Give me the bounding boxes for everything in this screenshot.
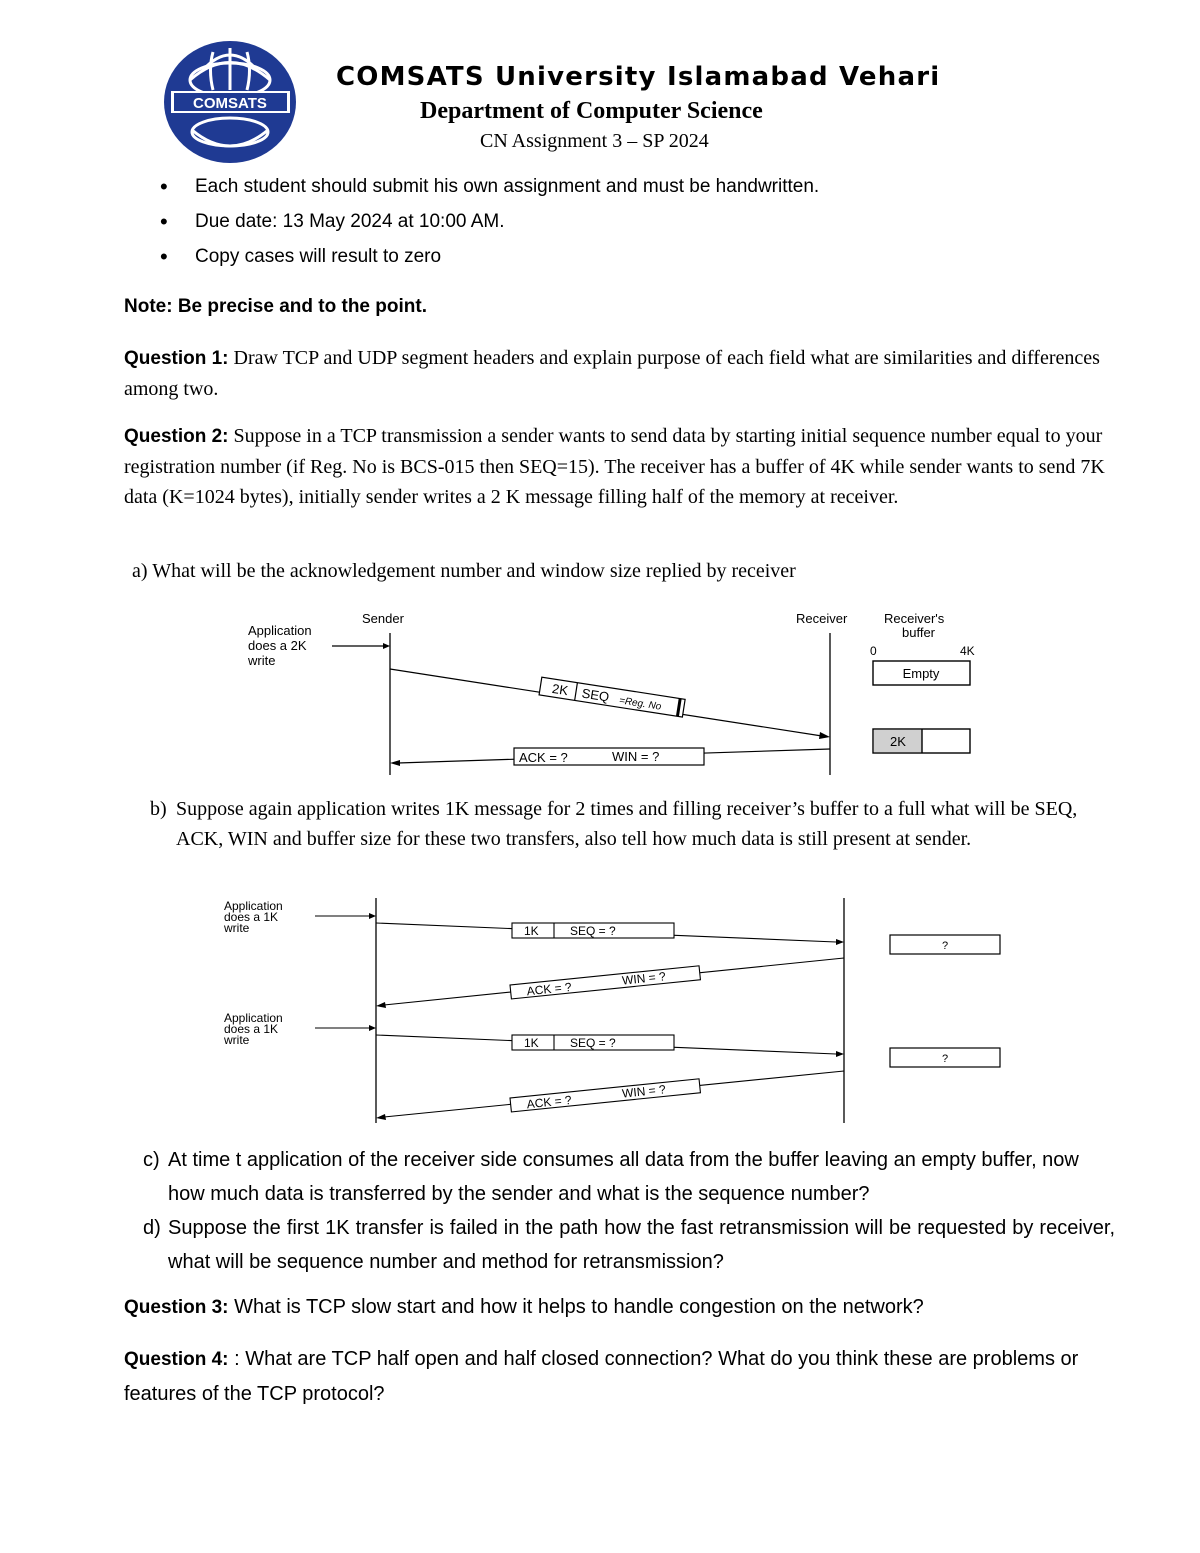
diagram1-segment-label xyxy=(539,677,685,717)
question-2 xyxy=(124,421,1114,512)
rule-item: • Due date: 13 May 2024 at 10:00 AM. xyxy=(160,209,819,244)
diagram2-seg2-seq: SEQ = ? xyxy=(570,1036,616,1050)
diagram1-ack: ACK = ? xyxy=(519,750,568,765)
diagram2-app1-line2: does a 1K xyxy=(224,910,279,924)
question-2d-label: d) xyxy=(143,1217,161,1239)
diagram1-buffer-title-1: Receiver's xyxy=(884,611,945,626)
tcp-diagram-1 xyxy=(240,605,1000,785)
question-2-label: Question 2: xyxy=(124,426,229,447)
diagram1-buffer-filled-label: 2K xyxy=(890,734,906,749)
diagram2-app1-line3: write xyxy=(224,921,250,935)
diagram1-scale-end: 4K xyxy=(960,644,975,658)
diagram2-win1: WIN = ? xyxy=(621,969,667,988)
tcp-diagram-2 xyxy=(220,893,1010,1128)
note: Note: Be precise and to the point. xyxy=(124,296,427,317)
diagram2-ack2: ACK = ? xyxy=(526,1092,573,1112)
institution-title: COMSATS University Islamabad Vehari xyxy=(336,62,941,92)
logo-text: COMSATS xyxy=(193,95,267,112)
question-1 xyxy=(124,343,1114,404)
question-2a-label: a) xyxy=(132,560,148,582)
question-2a-text: What will be the acknowledgement number and window size replied by receiver xyxy=(152,560,796,582)
diagram2-app2-line3: write xyxy=(224,1033,250,1047)
diagram1-app-line1: Application xyxy=(248,623,312,638)
question-2b xyxy=(150,794,1115,854)
question-2b-text: Suppose again application writes 1K message for 2 times and filling receiver’s buffer to a full what will be SEQ, ACK, WIN and buffer size for these two transfers, also tell how much data is still present at sender. xyxy=(176,798,1078,850)
question-1-text: Draw TCP and UDP segment headers and explain purpose of each field what are similarities and differences among two. xyxy=(124,347,1100,400)
diagram2-buffer2-label: ? xyxy=(941,1053,949,1065)
diagram2-seg1-size: 1K xyxy=(524,924,539,938)
question-2-text: Suppose in a TCP transmission a sender wants to send data by starting initial sequence number equal to your registration number (if Reg. No is BCS-015 then SEQ=15). The receiver has a buffer of 4K while sender wants to send 7K data (K=1024 bytes), initially sender writes a 2 K message filling half of the memory at receiver. xyxy=(124,425,1105,508)
question-3 xyxy=(124,1292,1114,1323)
question-3-text: What is TCP slow start and how it helps to handle congestion on the network? xyxy=(234,1296,924,1318)
department-title: Department of Computer Science xyxy=(420,98,763,124)
course-title: CN Assignment 3 – SP 2024 xyxy=(480,130,709,152)
question-2c-text: At time t application of the receiver side consumes all data from the buffer leaving an empty buffer, now how much data is transferred by the sender and what is the sequence number? xyxy=(168,1149,1079,1205)
diagram2-seg1-seq: SEQ = ? xyxy=(570,924,616,938)
question-2a xyxy=(132,556,796,586)
question-2d-text: Suppose the first 1K transfer is failed in the path how the fast retransmission will be requested by receiver, what will be sequence number and method for retransmission? xyxy=(168,1217,1115,1273)
diagram1-app-line3: write xyxy=(248,653,276,668)
comsats-logo xyxy=(163,40,298,165)
diagram1-receiver: Receiver xyxy=(796,611,848,626)
question-4-label: Question 4: xyxy=(124,1349,229,1370)
diagram1-sender: Sender xyxy=(362,611,404,626)
diagram1-win: WIN = ? xyxy=(612,749,660,764)
diagram2-ack1: ACK = ? xyxy=(526,979,573,999)
question-2b-label: b) xyxy=(150,798,167,820)
question-1-label: Question 1: xyxy=(124,348,229,369)
rules-list xyxy=(160,174,819,279)
diagram1-buffer-empty-label: Empty xyxy=(902,666,940,681)
diagram2-win2: WIN = ? xyxy=(621,1082,667,1101)
diagram2-app1-line1: Application xyxy=(224,899,283,913)
diagram1-scale-start: 0 xyxy=(870,644,877,658)
diagram1-segment-size: 2K xyxy=(551,680,570,699)
diagram1-app-line2: does a 2K xyxy=(248,638,307,653)
question-2c-label: c) xyxy=(143,1149,160,1171)
question-4 xyxy=(124,1342,1114,1411)
question-3-label: Question 3: xyxy=(124,1297,229,1318)
rule-item: • Copy cases will result to zero xyxy=(160,244,819,279)
diagram2-app2-line2: does a 1K xyxy=(224,1022,279,1036)
diagram2-app2-line1: Application xyxy=(224,1011,283,1025)
diagram1-segment-reg: =Reg. No xyxy=(618,695,663,713)
rule-item: • Each student should submit his own assignment and must be handwritten. xyxy=(160,174,819,209)
question-2c xyxy=(143,1143,1115,1211)
diagram2-buffer1-label: ? xyxy=(941,940,949,952)
question-4-text: : What are TCP half open and half closed connection? What do you think these are problems or features of the TCP protocol? xyxy=(124,1348,1079,1405)
diagram1-buffer-title-2: buffer xyxy=(902,625,936,640)
question-2d xyxy=(143,1211,1115,1279)
diagram1-segment-seq: SEQ xyxy=(580,685,611,705)
diagram2-seg2-size: 1K xyxy=(524,1036,539,1050)
